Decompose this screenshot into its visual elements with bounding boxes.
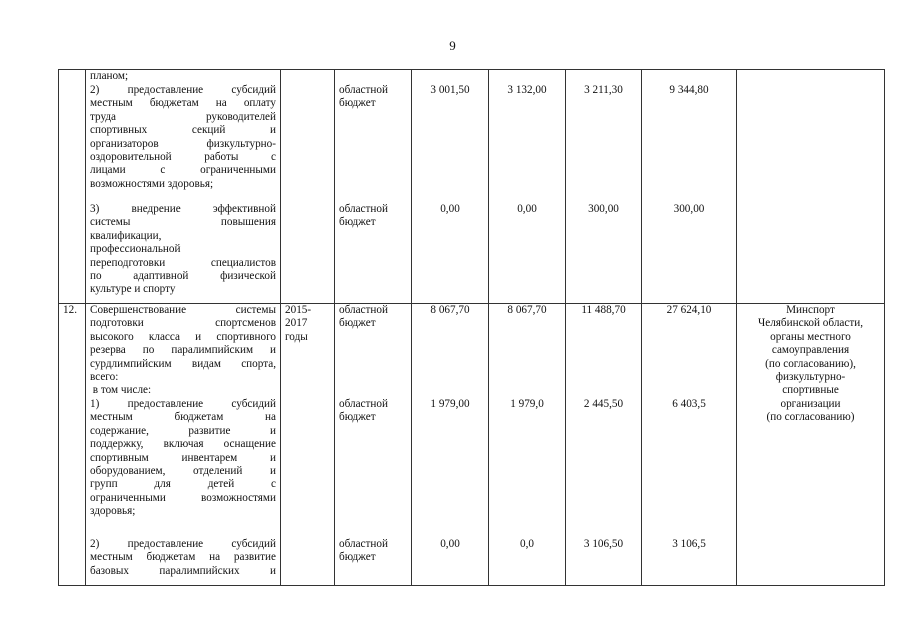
executor-line: органы местного [770, 330, 851, 343]
funding-source: областной бюджет [339, 398, 388, 424]
description-block: 3) внедрение эффективной системы повышения квалификации, профессиональной переподготовки специалистов по адаптивной физической культуре и спорту [90, 203, 276, 296]
amount-total-cell [642, 70, 737, 304]
amount-value: 27 624,10 [666, 304, 712, 316]
executor-line: (по согласованию), [765, 357, 856, 370]
period-cell [281, 70, 335, 304]
row-number-cell [59, 70, 86, 304]
period-line: годы [285, 330, 308, 343]
amount-value: 3 211,30 [584, 84, 623, 96]
executor-line: спортивные [782, 384, 839, 397]
row-number: 12. [63, 304, 77, 316]
activity-description-cell [86, 70, 281, 304]
funding-source: областной бюджет [339, 538, 388, 564]
period-line: 2015- [285, 304, 312, 316]
amount-value: 8 067,70 [430, 304, 470, 316]
funding-source: областной бюджет [339, 304, 388, 330]
executors-cell [737, 70, 885, 304]
funding-source-cell [335, 70, 412, 304]
page-number: 9 [449, 38, 456, 53]
amount-2017-cell [566, 304, 642, 586]
period-line: 2017 [285, 317, 308, 330]
executor-line: Челябинской области, [757, 317, 864, 330]
amount-value: 6 403,5 [672, 398, 706, 410]
amount-value: 3 132,00 [507, 84, 547, 96]
executor-line: физкультурно- [775, 371, 846, 384]
executor-line: самоуправления [771, 344, 850, 357]
amount-value: 300,00 [673, 203, 705, 215]
funding-source: областной бюджет [339, 203, 388, 229]
amount-2016-cell [489, 70, 566, 304]
amount-value: 8 067,70 [507, 304, 547, 316]
amount-value: 0,00 [440, 203, 460, 215]
table-row [59, 70, 885, 304]
description-block: Совершенствование системы подготовки спортсменов высокого класса и спортивного резерва по паралимпийским и сурдлимпийским видам спорта, всего: в том числе: [90, 304, 276, 397]
row-number-cell [59, 304, 86, 586]
amount-value: 0,00 [440, 538, 460, 550]
funding-source-cell [335, 304, 412, 586]
table-row [59, 304, 885, 586]
amount-value: 0,00 [517, 203, 537, 215]
amount-value: 3 106,50 [583, 538, 624, 550]
amount-value: 1 979,0 [510, 398, 544, 410]
description-block: планом; [90, 70, 129, 82]
amount-value: 300,00 [588, 203, 619, 215]
amount-value: 11 488,70 [581, 304, 626, 316]
executor-line: Минспорт [786, 304, 835, 316]
amount-value: 2 445,50 [583, 398, 624, 410]
description-block: 1) предоставление субсидий местным бюджетам на содержание, развитие и поддержку, включая оснащение спортивным инвентарем и оборудованием, отделений и групп для детей с ограниченными возможностями здоровья; [90, 398, 276, 518]
amount-value: 0,0 [520, 538, 534, 550]
amount-value: 3 106,5 [672, 538, 706, 550]
amount-2017-cell [566, 70, 642, 304]
amount-value: 3 001,50 [430, 84, 470, 96]
period-cell [281, 304, 335, 586]
amount-2015-cell [412, 304, 489, 586]
executor-line: организации [780, 397, 841, 410]
amount-2015-cell [412, 70, 489, 304]
description-block: 2) предоставление субсидий местным бюджетам на оплату труда руководителей спортивных секций и организаторов физкультурно- оздоровительной работы с лицами с ограниченными возможностями здоровья; [90, 84, 276, 190]
amount-value: 1 979,00 [430, 398, 470, 410]
amount-2016-cell [489, 304, 566, 586]
amount-total-cell [642, 304, 737, 586]
funding-source: областной бюджет [339, 84, 388, 110]
amount-value: 9 344,80 [669, 84, 709, 96]
activity-description-cell [86, 304, 281, 586]
program-activities-table [58, 69, 885, 586]
description-block: 2) предоставление субсидий местным бюджетам на развитие базовых паралимпийских и [90, 538, 276, 577]
executors-cell [737, 304, 885, 586]
executor-line: (по согласованию) [766, 411, 855, 424]
